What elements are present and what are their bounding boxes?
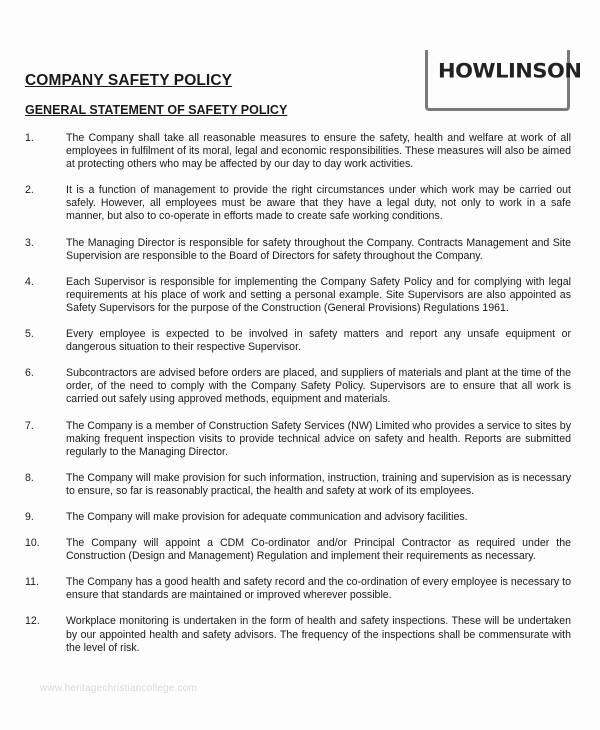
policy-item-text: The Company will make provision for such information, instruction, training and supervision as is necessary to ensure, so far is reasonably practical, the health and safety at work of its employees. (66, 471, 571, 497)
watermark-text: www.heritagechristiancollege.com (40, 683, 198, 694)
policy-item (25, 615, 571, 654)
policy-item-text: Workplace monitoring is undertaken in the form of health and safety inspections. These will be undertaken by our appointed health and safety advisors. The frequency of the inspections shall be commensurate with the level of risk. (66, 615, 571, 654)
policy-item (25, 420, 571, 459)
policy-item-text: The Company shall take all reasonable measures to ensure the safety, health and welfare at work of all employees in fulfilment of its moral, legal and economic responsibilities. These measures will also be aimed at protecting others who may be affected by our day to day work activities. (66, 132, 571, 171)
policy-item (25, 511, 571, 524)
document-subtitle: GENERAL STATEMENT OF SAFETY POLICY (25, 103, 288, 117)
company-logo-text: HOWLINSON (438, 60, 582, 83)
policy-item-number: 8. (25, 471, 34, 484)
policy-item (25, 184, 571, 223)
policy-item-text: The Company will make provision for adequate communication and advisory facilities. (66, 510, 468, 523)
policy-item (25, 132, 571, 171)
policy-item-text: Every employee is expected to be involved in safety matters and report any unsafe equipment or dangerous situation to their respective Supervisor. (66, 328, 571, 354)
policy-item-text: Each Supervisor is responsible for implementing the Company Safety Policy and for complying with legal requirements at his place of work and setting a personal example. Site Supervisors are also appointed as Safety Supervisors for the purpose of the Construction (General Provisions) Regulations 1961. (66, 275, 571, 314)
policy-item-text: Subcontractors are advised before orders are placed, and suppliers of materials and plant at the time of the order, of the need to comply with the Company Safety Policy. Supervisors are to ensure that all work is carried out safely using approved methods, equipment and materials. (66, 367, 571, 406)
policy-item-number: 5. (25, 328, 34, 341)
policy-item (25, 237, 571, 263)
policy-item-number: 12. (25, 615, 40, 628)
policy-item-text: The Company will appoint a CDM Co-ordinator and/or Principal Contractor as required under the Construction (Design and Management) Regulation and implement their requirements as necessary. (66, 537, 571, 563)
policy-item-number: 6. (25, 367, 34, 380)
document-title: COMPANY SAFETY POLICY (25, 72, 233, 89)
policy-item-text: The Company has a good health and safety record and the co-ordination of every employee is necessary to ensure that standards are maintained or improved wherever possible. (66, 576, 571, 602)
policy-item-text: It is a function of management to provide the right circumstances under which work may be carried out safely. However, all employees must be aware that they have a legal duty, not only to work in a safe manner, but also to co-operate in efforts made to create safe working conditions. (66, 184, 571, 223)
policy-list (25, 132, 571, 668)
policy-item-text: The Managing Director is responsible for safety throughout the Company. Contracts Management and Site Supervision are responsible to the Board of Directors for safety throughout the Company. (66, 236, 571, 262)
policy-item-number: 4. (25, 275, 34, 288)
policy-item (25, 576, 571, 602)
policy-item-number: 11. (25, 576, 39, 589)
policy-item-number: 10. (25, 537, 40, 550)
policy-item (25, 472, 571, 498)
policy-item-text: The Company is a member of Construction Safety Services (NW) Limited who provides a service to sites by making frequent inspection visits to provide technical advice on safety and health. Reports are submitted regularly to the Managing Director. (66, 419, 571, 458)
policy-item-number: 7. (25, 419, 34, 432)
policy-item-number: 9. (25, 510, 34, 523)
policy-item (25, 537, 571, 563)
policy-item (25, 367, 571, 406)
policy-item-number: 1. (25, 132, 34, 144)
company-logo (425, 50, 582, 111)
policy-item (25, 328, 571, 354)
policy-item-number: 2. (25, 184, 34, 197)
policy-item-number: 3. (25, 236, 34, 249)
policy-item (25, 276, 571, 315)
